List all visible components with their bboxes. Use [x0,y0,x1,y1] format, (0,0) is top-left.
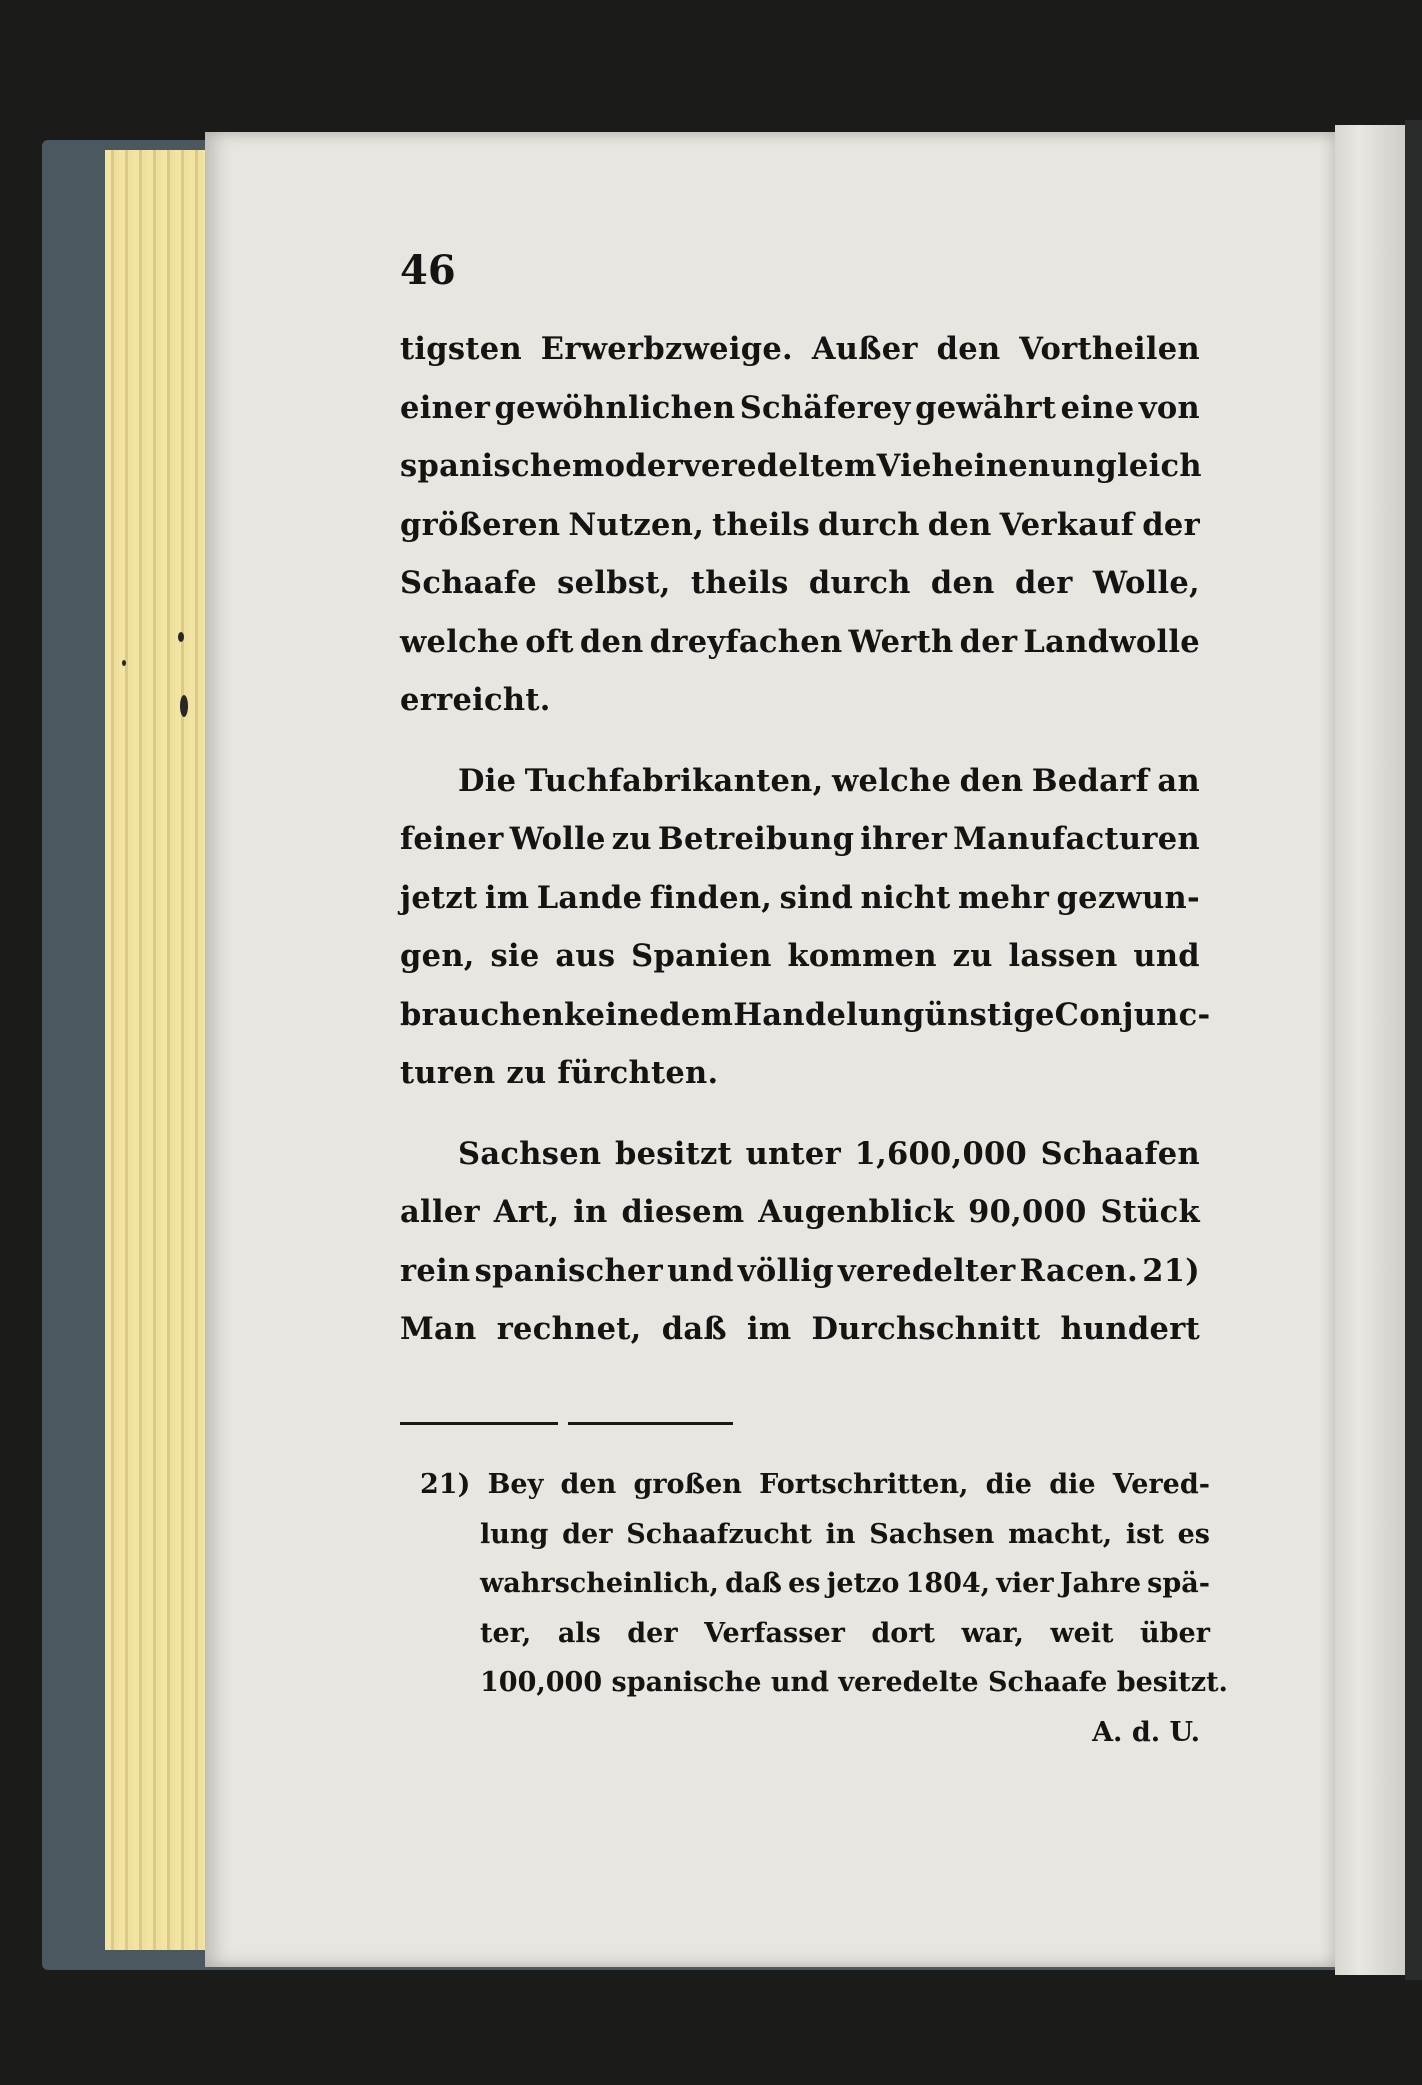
text-line: größeren Nutzen, theils durch den Verkauf der [400,506,1200,543]
paragraph [400,320,1200,730]
text-line: Man rechnet, daß im Durchschnitt hundert [400,1311,1200,1347]
separator-rule [568,1422,733,1425]
separator-rule [400,1422,558,1425]
body-text [400,320,1211,1359]
ink-speck [178,632,184,642]
footnote-line: wahrscheinlich, daß es jetzo 1804, vier Jahre spä- [480,1568,1210,1599]
footnote-line: ter, als der Verfasser dort war, weit über [480,1617,1210,1649]
text-line: rein spanischer und völlig veredelter Racen. 21) [400,1252,1200,1289]
footnote-line: 100,000 spanische und veredelte Schaafe besitzt. [480,1667,1228,1698]
text-line: erreicht. [400,682,551,718]
text-line: Die Tuchfabrikanten, welche den Bedarf an [458,762,1200,799]
book-spine-edge [1405,120,1422,1980]
text-line: Schaafe selbst, theils durch den der Wolle, [400,565,1200,601]
ink-speck [180,695,188,717]
paragraph [400,1125,1200,1359]
footnote [420,1460,1228,1757]
text-line: aller Art, in diesem Augenblick 90,000 Stück [400,1194,1200,1230]
text-line: feiner Wolle zu Betreibung ihrer Manufacturen [400,821,1200,857]
text-line: brauchen keine dem Handel ungünstige Conjunc- [400,996,1211,1033]
footnote-signature: A. d. U. [1092,1716,1200,1748]
paragraph [400,752,1211,1103]
ink-speck [122,660,126,666]
text-line: einer gewöhnlichen Schäferey gewährt eine von [400,389,1200,426]
book-page [205,132,1335,1967]
text-line: tigsten Erwerbzweige. Außer den Vortheilen [400,331,1200,367]
text-line: turen zu fürchten. [400,1055,719,1091]
text-line: jetzt im Lande finden, sind nicht mehr gezwun- [400,879,1200,916]
text-line: welche oft den dreyfachen Werth der Landwolle [400,623,1200,660]
footnote-line: lung der Schaafzucht in Sachsen macht, ist es [480,1518,1210,1550]
text-line: gen, sie aus Spanien kommen zu lassen und [400,938,1200,974]
footnote-line: 21) Bey den großen Fortschritten, die die Vered- [420,1469,1210,1500]
facing-page-edge [1335,125,1405,1975]
text-line: spanischem oder veredeltem Vieh einen ungleich [400,448,1202,484]
page-number: 46 [400,247,456,294]
text-line: Sachsen besitzt unter 1,600,000 Schaafen [458,1135,1200,1172]
